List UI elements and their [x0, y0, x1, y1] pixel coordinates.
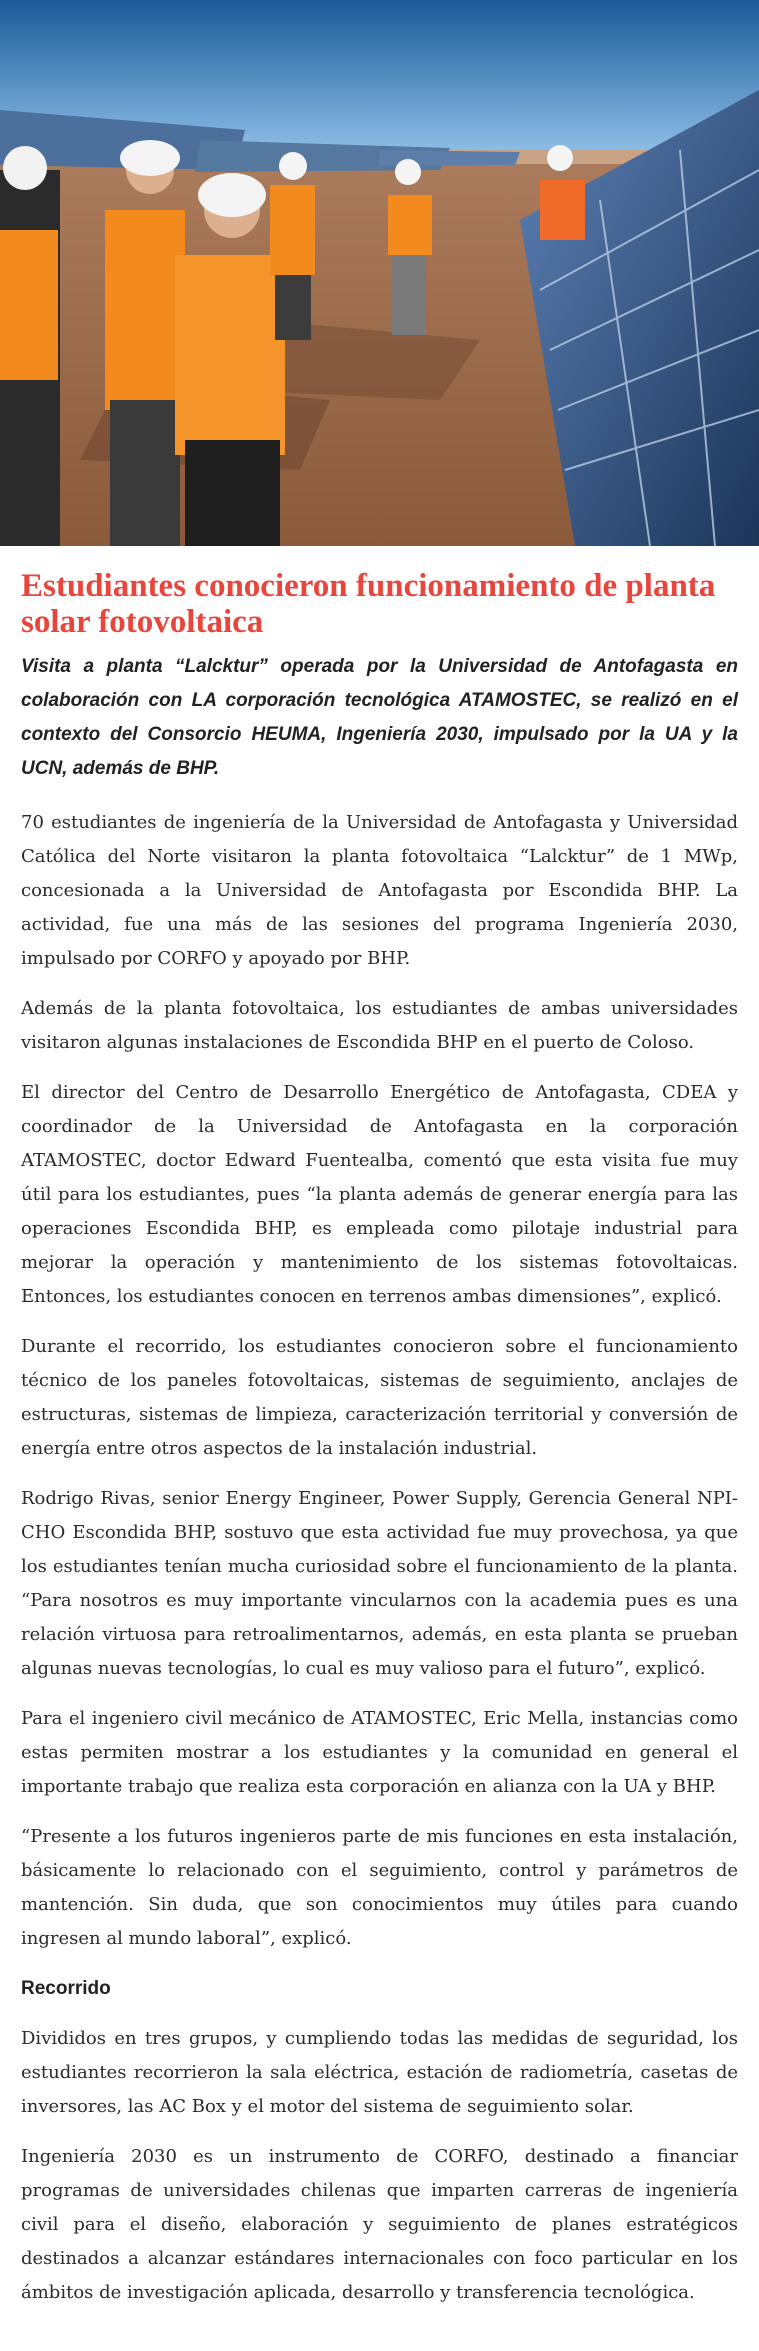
- article-paragraph: Ingeniería 2030 es un instrumento de CORFO, destinado a financiar programas de universidades chilenas que imparten carreras de ingeniería civil para el diseño, elaboración y seguimiento de planes estratégicos destinados a alcanzar estándares internacionales con foco particular en los ámbitos de investigación aplicada, desarrollo y transferencia tecnológica.: [21, 2146, 738, 2303]
- article-paragraph: Durante el recorrido, los estudiantes conocieron sobre el funcionamiento técnico de los paneles fotovoltaicas, sistemas de seguimiento, anclajes de estructuras, sistemas de limpieza, caracterización territorial y conversión de energía entre otros aspectos de la instalación industrial.: [21, 1336, 738, 1459]
- article-paragraph: 70 estudiantes de ingeniería de la Universidad de Antofagasta y Universidad Católica del Norte visitaron la planta fotovoltaica “Lalcktur” de 1 MWp, concesionada a la Universidad de Antofagasta por Escondida BHP. La actividad, fue una más de las sesiones del programa Ingeniería 2030, impulsado por CORFO y apoyado por BHP.: [21, 812, 738, 969]
- article: [0, 546, 759, 2310]
- hero-photo: [0, 0, 759, 546]
- article-paragraph: “Presente a los futuros ingenieros parte de mis funciones en esta instalación, básicamente lo relacionado con el seguimiento, control y parámetros de mantención. Sin duda, que son conocimientos muy útiles para cuando ingresen al mundo laboral”, explicó.: [21, 1826, 738, 1949]
- article-lead: Visita a planta “Lalcktur” operada por la Universidad de Antofagasta en colaboración con LA corporación tecnológica ATAMOSTEC, se realizó en el contexto del Consorcio HEUMA, Ingeniería 2030, impulsado por la UA y la UCN, además de BHP.: [21, 656, 738, 779]
- article-paragraph: Rodrigo Rivas, senior Energy Engineer, Power Supply, Gerencia General NPI-CHO Escondida BHP, sostuvo que esta actividad fue muy provechosa, ya que los estudiantes tenían mucha curiosidad sobre el funcionamiento de la planta. “Para nosotros es muy importante vincularnos con la academia pues es una relación virtuosa para retroalimentarnos, además, en esta planta se prueban algunas nuevas tecnologías, lo cual es muy valioso para el futuro”, explicó.: [21, 1488, 738, 1679]
- article-paragraph: Además de la planta fotovoltaica, los estudiantes de ambas universidades visitaron algunas instalaciones de Escondida BHP en el puerto de Coloso.: [21, 998, 738, 1053]
- article-title: Estudiantes conocieron funcionamiento de planta solar fotovoltaica: [21, 568, 716, 640]
- article-paragraph: Para el ingeniero civil mecánico de ATAMOSTEC, Eric Mella, instancias como estas permiten mostrar a los estudiantes y la comunidad en general el importante trabajo que realiza esta corporación en alianza con la UA y BHP.: [21, 1708, 738, 1797]
- article-paragraph: El director del Centro de Desarrollo Energético de Antofagasta, CDEA y coordinador de la Universidad de Antofagasta en la corporación ATAMOSTEC, doctor Edward Fuentealba, comentó que esta visita fue muy útil para los estudiantes, pues “la planta además de generar energía para las operaciones Escondida BHP, es empleada como pilotaje industrial para mejorar la operación y mantenimiento de los sistemas fotovoltaicas. Entonces, los estudiantes conocen en terrenos ambas dimensiones”, explicó.: [21, 1082, 738, 1307]
- article-paragraph: Divididos en tres grupos, y cumpliendo todas las medidas de seguridad, los estudiantes recorrieron la sala eléctrica, estación de radiometría, casetas de inversores, las AC Box y el motor del sistema de seguimiento solar.: [21, 2028, 738, 2117]
- section-heading-recorrido: Recorrido: [21, 1978, 111, 1999]
- solar-plant-photo: [0, 0, 759, 546]
